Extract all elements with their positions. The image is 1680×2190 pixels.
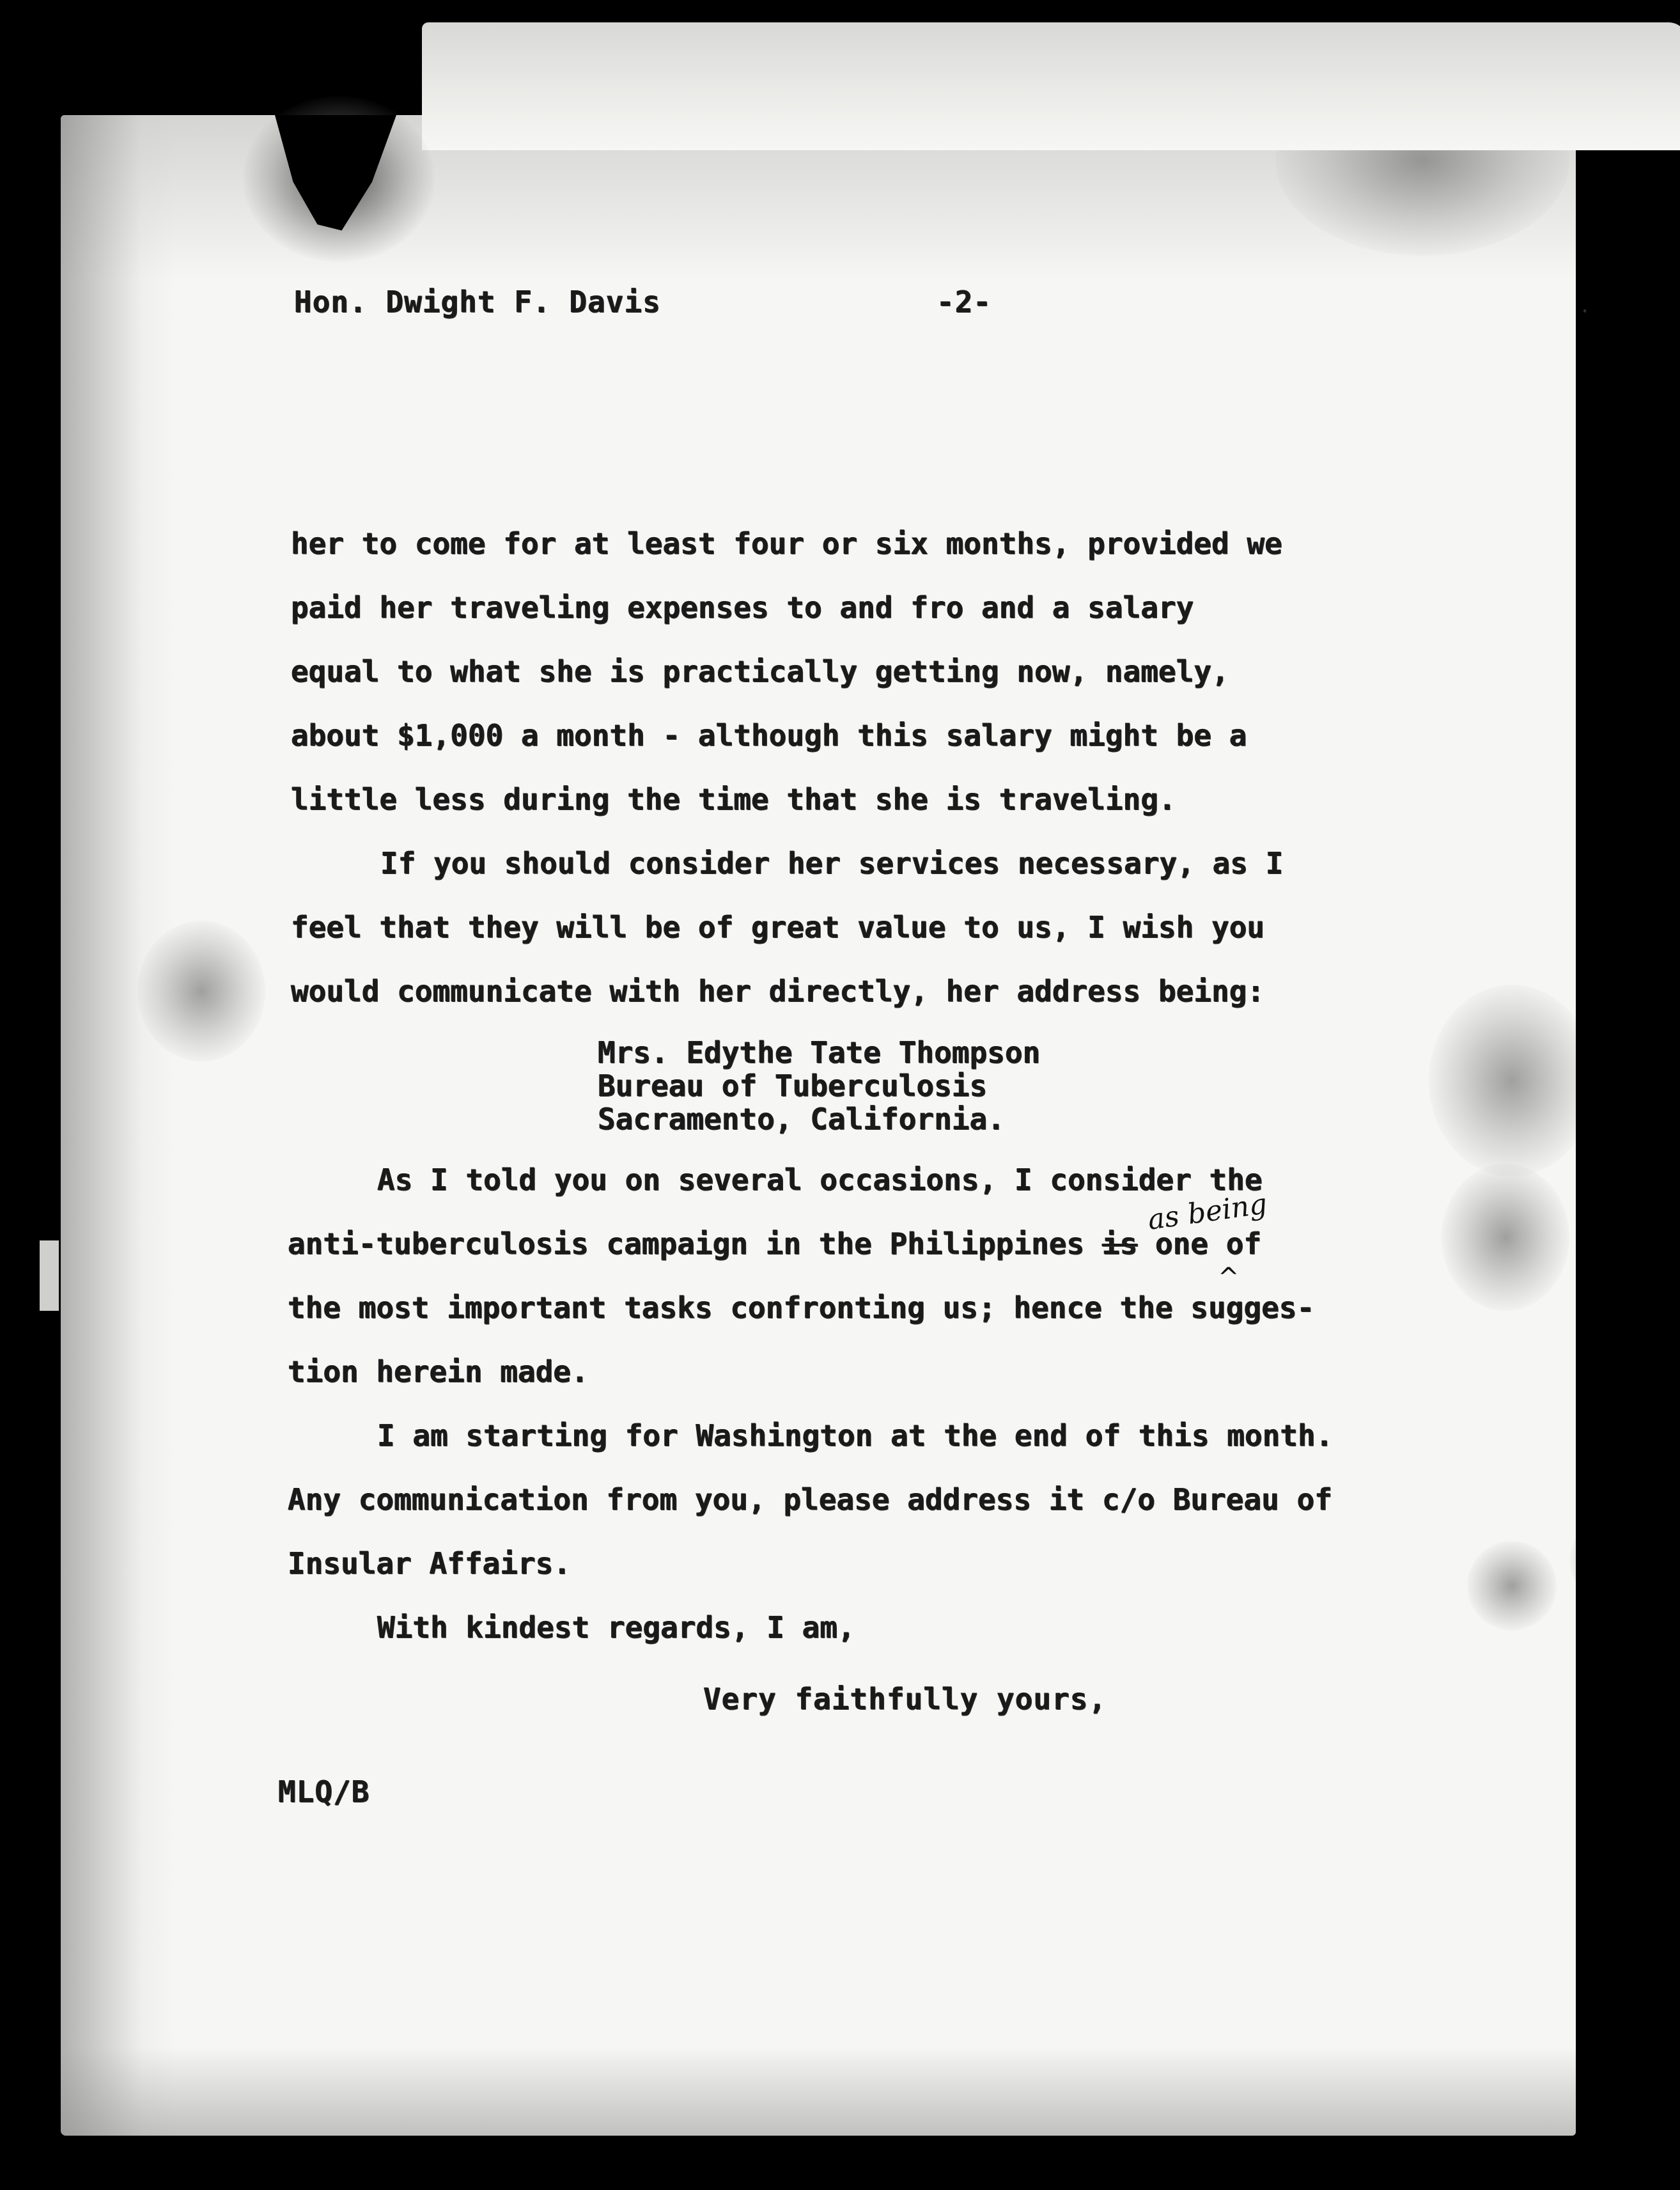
paper-edge-tab	[40, 1240, 59, 1311]
paper-top-strip	[422, 22, 1680, 150]
letter-recipient-header: Hon. Dwight F. Davis	[294, 285, 661, 319]
paragraph-3-line-4: tion herein made.	[288, 1354, 589, 1389]
paragraph-2-line-1: If you should consider her services necessary, as I	[380, 846, 1284, 880]
paragraph-2-line-3: would communicate with her directly, her address being:	[291, 974, 1265, 1008]
corner-mark: ·	[1579, 301, 1591, 323]
paragraph-2-line-2: feel that they will be of great value to us, I wish you	[291, 910, 1265, 944]
paper-grime-bottom	[61, 2046, 1576, 2136]
paragraph-3-line-2-start: anti-tuberculosis campaign in the Philippines	[288, 1226, 1102, 1261]
paragraph-1-line-5: little less during the time that she is traveling.	[291, 782, 1176, 817]
paragraph-1-line-1: her to come for at least four or six months, provided we	[291, 526, 1282, 561]
struck-word: is	[1101, 1226, 1138, 1261]
paragraph-4-line-2: Any communication from you, please address it c/o Bureau of	[288, 1482, 1332, 1517]
paragraph-3-line-2	[288, 1212, 1470, 1276]
page-number: -2-	[937, 285, 992, 319]
paragraph-1-line-3: equal to what she is practically getting now, namely,	[291, 654, 1229, 689]
paragraph-4-line-1: I am starting for Washington at the end of this month.	[377, 1418, 1334, 1453]
address-city: Sacramento, California.	[598, 1102, 1005, 1136]
closing-line: Very faithfully yours,	[703, 1682, 1107, 1716]
paragraph-3-line-2-end: one of	[1137, 1226, 1262, 1261]
letter-body-top	[291, 512, 1442, 1023]
paragraph-3-line-1: As I told you on several occasions, I consider the	[377, 1162, 1263, 1197]
insertion-caret: ^	[1218, 1263, 1240, 1292]
stain-left	[137, 921, 265, 1061]
typist-initials: MLQ/B	[278, 1774, 370, 1809]
address-name: Mrs. Edythe Tate Thompson	[598, 1035, 1041, 1070]
paragraph-3-line-3: the most important tasks confronting us; hence the sugges-	[288, 1290, 1315, 1325]
handwritten-insertion: as being	[1146, 1187, 1270, 1237]
stain-right-4	[1467, 1541, 1557, 1631]
paragraph-1-line-2: paid her traveling expenses to and fro and a salary	[291, 590, 1194, 625]
paragraph-5: With kindest regards, I am,	[377, 1610, 855, 1645]
paragraph-4-line-3: Insular Affairs.	[288, 1546, 572, 1581]
letter-body-bottom	[288, 1148, 1470, 1659]
stain-right-3	[1569, 1515, 1576, 1605]
paragraph-1-line-4: about $1,000 a month - although this salary might be a	[291, 718, 1247, 753]
paper-grime-left	[61, 115, 176, 2136]
address-block	[598, 1036, 1040, 1136]
address-bureau: Bureau of Tuberculosis	[598, 1068, 988, 1103]
